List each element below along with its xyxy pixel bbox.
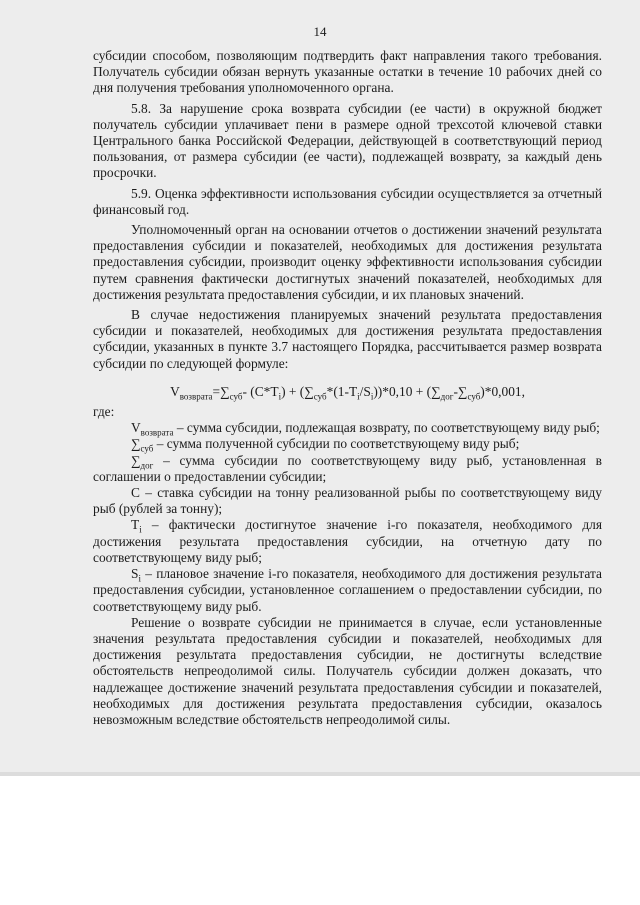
paragraph-5-8: 5.8. За нарушение срока возврата субсидии (ее части) в окружной бюджет получатель субсидии уплачивает пени в размере одной трехсотой ключевой ставки Центрального банка Российской Федерации, действующей в соответствующий период пользования, от размера субсидии (ее части), подлежащей возврату, за каждый день просрочки. <box>93 100 602 181</box>
definition-c-rate: C – ставка субсидии на тонну реализованной рыбы по соответствующему виду рыб (рублей за тонну); <box>93 485 602 517</box>
return-formula: $V_{возврата}=\sum_{суб}-$ $(C*T_i) + (\sum_{суб}*(1-T_i/S_i))*0,10 + (\sum_{дог}-\sum_{суб})*0,001$, <box>170 383 525 402</box>
document-body <box>93 48 602 728</box>
definition-sum-sub: $\sum_{суб}$ – сумма полученной субсидии по соответствующему виду рыб; <box>131 436 520 455</box>
definition-t-actual: $T_i$ – фактически достигнутое значение i-го показателя, необходимого для достижения результата предоставления субсидии, на отчетную дату по соответствующему виду рыб; <box>93 517 602 565</box>
paragraph-formula-intro: В случае недостижения планируемых значений результата предоставления субсидии и показателей, необходимых для достижения результата предоставления субсидии, указанных в пункте 3.7 настоящего Порядка, рассчитывается размер возврата субсидии по следующей формуле: <box>93 307 602 371</box>
paragraph-evaluation: Уполномоченный орган на основании отчетов о достижении значений результата предоставления субсидии и показателей, необходимых для достижения результата предоставления субсидии, производит оценку эффективности использования субсидии путем сравнения фактически достигнутых значений показателей, необходимых для достижения результата предоставления субсидии, и их плановых значений. <box>93 222 602 302</box>
definition-s-planned: $S_i$ – плановое значение i-го показателя, необходимого для достижения результата предоставления субсидии, установленное соглашением о предоставлении субсидии, по соответствующему виду рыб. <box>93 566 602 614</box>
page-number: 14 <box>313 24 327 39</box>
paragraph-5-9: 5.9. Оценка эффективности использования субсидии осуществляется за отчетный финансовый год. <box>93 185 602 217</box>
definition-sum-dog: $\sum_{дог}$ – сумма субсидии по соответствующему виду рыб, установленная в соглашении о предоставлении субсидии; <box>93 452 602 484</box>
scan-edge <box>0 772 640 776</box>
where-label: где: <box>93 404 115 420</box>
paragraph-force-majeure: Решение о возврате субсидии не принимается в случае, если установленные значения результата предоставления субсидии и показателей, необходимых для достижения результата предоставления субсидии, не достигнуты вследствие обстоятельств непреодолимой силы. Получатель субсидии должен доказать, что надлежащее достижение значений результата предоставления субсидии и показателей, необходимых для достижения результата предоставления субсидии, оказалось невозможным вследствие обстоятельств непреодолимой силы. <box>93 614 602 727</box>
paragraph-continuation: субсидии способом, позволяющим подтвердить факт направления такого требования. Получатель субсидии обязан вернуть указанные остатки в течение 10 рабочих дней со дня получения требования уполномоченного органа. <box>93 48 602 96</box>
definition-v-return: $V_{возврата}$ – сумма субсидии, подлежащая возврату, по соответствующему виду рыб; <box>131 420 600 438</box>
